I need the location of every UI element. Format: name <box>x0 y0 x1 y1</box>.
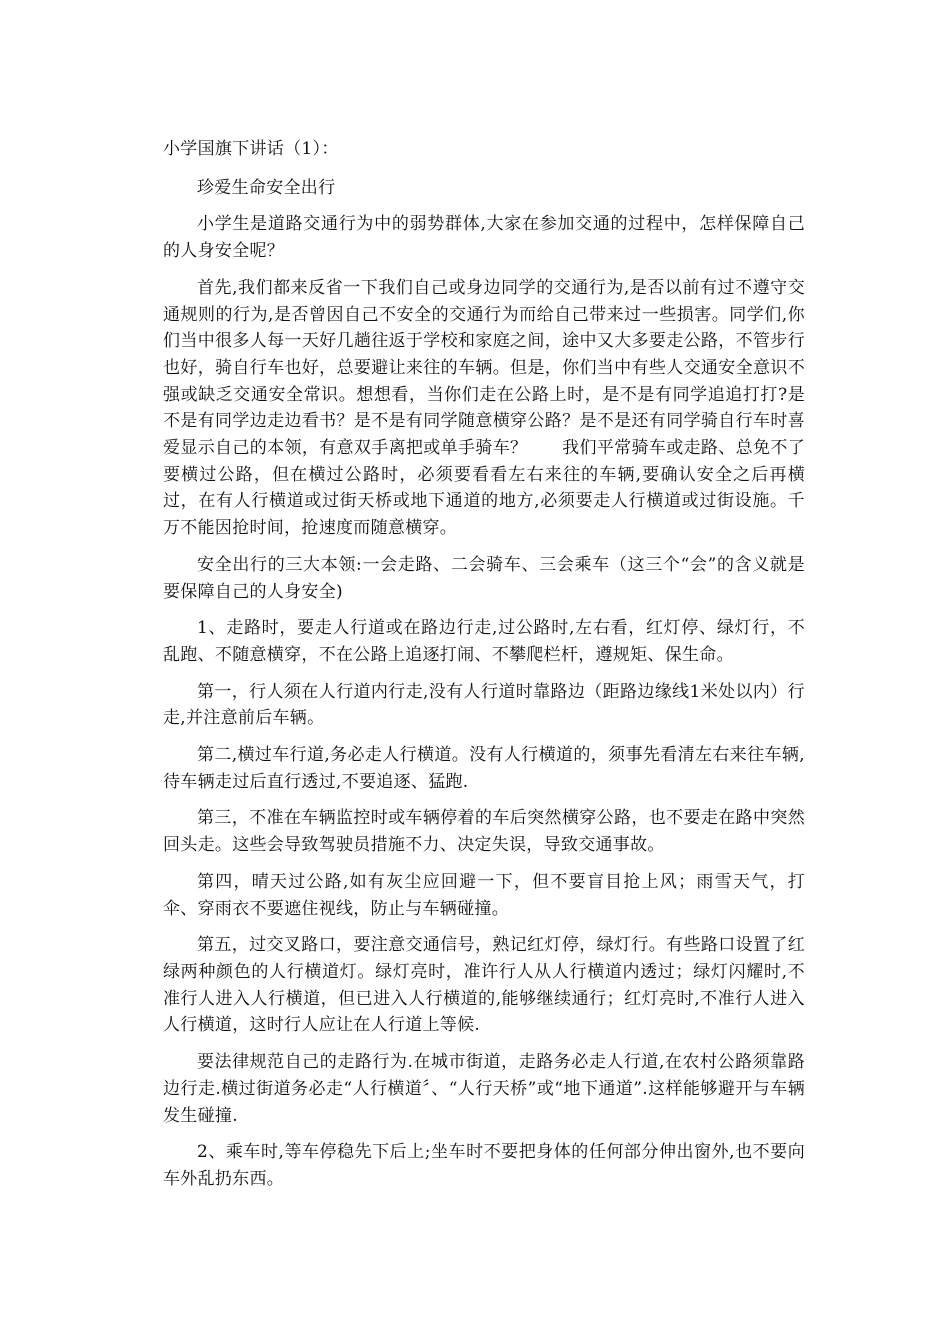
paragraph-riding: 2、乘车时,等车停稳先下后上;坐车时不要把身体的任何部分伸出窗外,也不要向车外乱扔东西。 <box>163 1142 805 1189</box>
document-subtitle: 珍爱生命安全出行 <box>197 177 336 198</box>
paragraph-rule-1: 第一，行人须在人行道内行走,没有人行道时靠路边（距路边缘线1米处以内）行走,并注意前后车辆。 <box>163 681 805 729</box>
paragraph-walking: 1、走路时，要走人行道或在路边行走,过公路时,左右看，红灯停、绿灯行，不乱跑、不随意横穿，不在公路上追逐打闹、不攀爬栏杆，遵规矩、保生命。 <box>163 618 805 665</box>
document-body <box>163 136 805 1203</box>
document-title: 小学国旗下讲话（1）： <box>163 139 339 159</box>
paragraph-reflection: 首先,我们都来反省一下我们自己或身边同学的交通行为,是否以前有过不遵守交通规则的行为,是否曾因自己不安全的交通行为而给自己带来过一些损害。同学们,你们当中很多人每一天好几趟往返于学校和家庭之间，途中又大多要走公路，不管步行也好，骑自行车也好，总要避让来往的车辆。但是，你们当中有些人交通安全意识不强或缺乏交通安全常识。想想看，当你们走在公路上时，是不是有同学追追打打?是不是有同学边走边看书？是不是有同学随意横穿公路？是不是还有同学骑自行车时喜爱显示自己的本领，有意双手离把或单手骑车？ 我们平常骑车或走路、总免不了要横过公路，但在横过公路时，必须要看看左右来往的车辆,要确认安全之后再横过，在有人行横道或过街天桥或地下通道的地方,必须要走人行横道或过街设施。千万不能因抢时间，抢速度而随意横穿。 <box>163 277 805 539</box>
paragraph-rule-4: 第四，晴天过公路,如有灰尘应回避一下，但不要盲目抢上风；雨雪天气，打伞、穿雨衣不要遮住视线，防止与车辆碰撞。 <box>163 871 805 919</box>
paragraph-intro: 小学生是道路交通行为中的弱势群体,大家在参加交通的过程中，怎样保障自己的人身安全呢？ <box>163 214 805 262</box>
paragraph-rule-2: 第二,横过车行道,务必走人行横道。没有人行横道的，须事先看清左右来往车辆,待车辆走过后直行透过,不要追逐、猛跑. <box>163 745 805 792</box>
paragraph-three-skills: 安全出行的三大本领:一会走路、二会骑车、三会乘车（这三个“会”的含义就是要保障自己的人身安全) <box>163 554 805 602</box>
paragraph-walking-summary: 要法律规范自己的走路行为.在城市街道，走路务必走人行道,在农村公路须靠路边行走.横过街道务必走“人行横道〞、“人行天桥”或“地下通道”.这样能够避开与车辆发生碰撞. <box>163 1052 805 1126</box>
paragraph-rule-3: 第三，不准在车辆监控时或车辆停着的车后突然横穿公路，也不要走在路中突然回头走。这些会导致驾驶员措施不力、决定失误，导致交通事故。 <box>163 808 805 856</box>
paragraph-rule-5: 第五，过交叉路口，要注意交通信号，熟记红灯停，绿灯行。有些路口设置了红绿两种颜色的人行横道灯。绿灯亮时，准许行人从人行横道内透过；绿灯闪耀时,不准行人进入人行横道，但已进入人行横道的,能够继续通行；红灯亮时,不准行人进入人行横道，这时行人应让在人行道上等候. <box>163 935 805 1036</box>
